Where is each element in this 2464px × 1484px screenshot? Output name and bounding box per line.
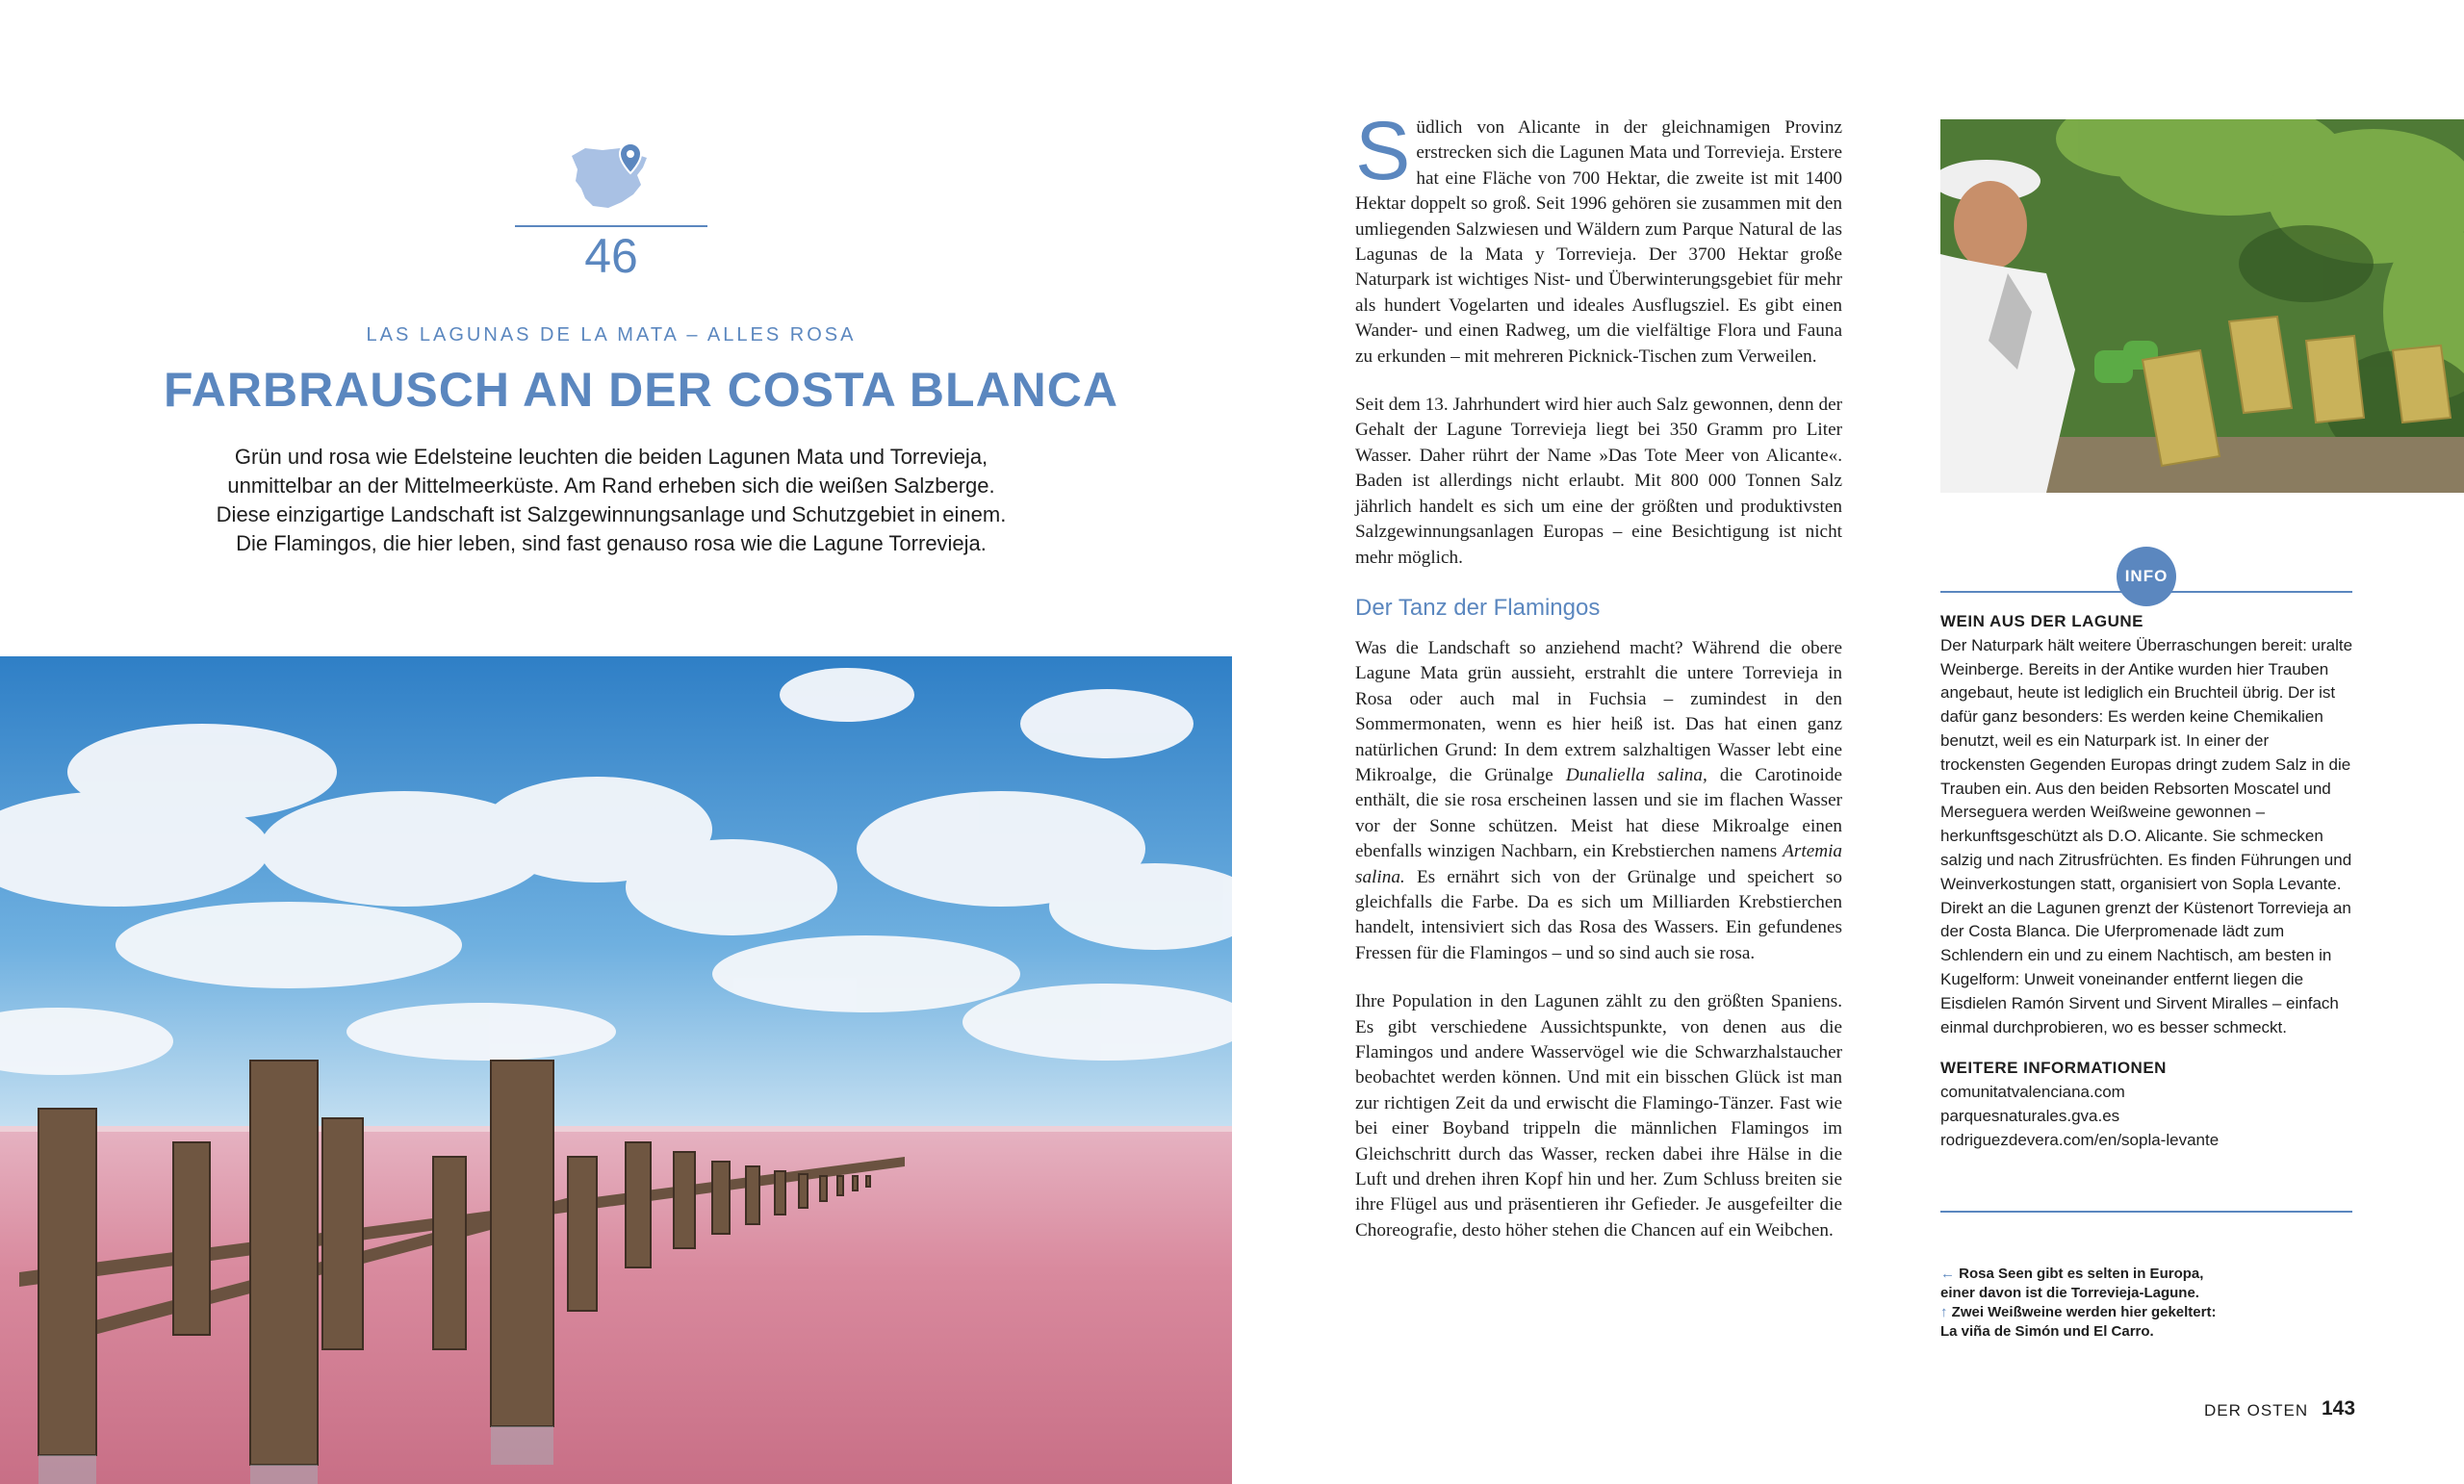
page-number: 143 — [2322, 1397, 2356, 1420]
info-badge: INFO — [2117, 547, 2176, 606]
paragraph-text: die Carotinoide enthält, die sie rosa erscheinen lassen und sie im flachen Wasser vor der Sonne schützen. Meist hat diese Mikroalge einen ebenfalls winzigen Nachbarn, ein Krebstierchen namens — [1355, 764, 1843, 862]
arrow-up-icon: ↑ — [1940, 1304, 1948, 1320]
species-name: Artemia salina. — [1355, 841, 1842, 887]
caption-line: einer davon ist die Torrevieja-Lagune. — [1940, 1285, 2199, 1301]
pink-lagoon-photo — [0, 656, 1232, 1484]
section-heading: Der Tanz der Flamingos — [1355, 594, 1601, 621]
info-box — [1940, 610, 2354, 1153]
photo-captions — [1940, 1265, 2354, 1342]
caption-text: Rosa Seen gibt es selten in Europa, — [1955, 1266, 2204, 1282]
intro-line: unmittelbar an der Mittelmeerküste. Am Rand erheben sich die weißen Salzberge. — [227, 473, 995, 498]
footer-section-title: DER OSTEN — [2204, 1401, 2309, 1420]
info-link[interactable]: parquesnaturales.gva.es — [1940, 1106, 2120, 1125]
info-text: Der Naturpark hält weitere Überraschungen bereit: uralte Weinberge. Bereits in der Antike wurden hier Trauben angebaut, heute ist lediglich ein Bruchteil übrig. Der ist dafür ganz besonders: Es werden keine Chemikalien benutzt, weil es ein Naturpark ist. In einer der trockensten Gegenden Europas dringt zudem Salz in die Trauben ein. Aus den beiden Rebsorten Moscatel und Merseguera werden Weißweine gewonnen – herkunftsgeschützt als D.O. Alicante. Sie schmecken salzig und nach Zitrusfrüchten. Es finden Führungen und Weinverkostungen statt, organisiert von Sopla Levante. Direkt an die Lagunen grenzt der Küstenort Torrevieja an der Costa Blanca. Die Uferpromenade lädt zum Schlendern ein und zu einem Nachtisch, am besten in Kugelform: Unweit voneinander entfernt liegen die Eisdielen Ramón Sirvent und Sirvent Miralles – einfach einmal durchprobieren, wo es besser schmeckt. — [1940, 635, 2353, 1036]
caption-line — [1940, 1303, 2354, 1322]
chapter-intro — [154, 443, 1068, 558]
vineyard-worker-photo — [1940, 119, 2464, 493]
paragraph-text: Was die Landschaft so anziehend macht? Während die obere Lagune Mata grün aussieht, erstrahlt die untere Torrevieja in Rosa oder auch mal in Fuchsia – zumindest in den Sommermonaten, wenn es hier heiß ist. Das hat einen ganz natürlichen Grund: In dem extrem salzhaltigen Wasser lebt eine Mikroalge, die Grünalge — [1355, 637, 1842, 785]
chapter-kicker: LAS LAGUNAS DE LA MATA – ALLES ROSA — [366, 324, 857, 345]
intro-line: Diese einzigartige Landschaft ist Salzgewinnungsanlage und Schutzgebiet in einem. — [216, 502, 1007, 526]
caption-text: Zwei Weißweine werden hier gekeltert: — [1947, 1304, 2217, 1320]
chapter-number: 46 — [584, 229, 638, 283]
links-heading: WEITERE INFORMATIONEN — [1940, 1059, 2167, 1078]
paragraph — [1355, 636, 1842, 966]
info-heading: WEIN AUS DER LAGUNE — [1940, 612, 2143, 630]
paragraph — [1355, 105, 1842, 370]
info-link[interactable]: comunitatvalenciana.com — [1940, 1083, 2125, 1102]
caption-line: La viña de Simón und El Carro. — [1940, 1323, 2154, 1340]
paragraph-text: Es ernährt sich von der Grünalge und speichert so gleichfalls die Farbe. Da es sich um Milliarden Krebstierchen handelt, intensiviert sich das Rosa des Wassers. Ein gefundenes Fressen für die Flamingos – und so sind auch sie rosa. — [1355, 866, 1842, 963]
paragraph: Ihre Population in den Lagunen zählt zu den größten Spaniens. Es gibt verschiedene Aussichtspunkte, von denen aus die Flamingos und andere Wasservögel wie die Schwarzhalstaucher beobachtet werden können. Und mit ein bisschen Glück ist man zur richtigen Zeit da und erwischt die Flamingo-Tänzer. Fast wie bei einer Boyband trippeln die männlichen Flamingos im Gleichschritt durch das Wasser, recken dabei ihre Hälse in die Luft und drehen ihren Kopf hin und her. Zum Schluss breiten sie ihre Flügel aus und präsentieren ihr Gefieder. Je ausgefeilter die Choreografie, desto höher stehen die Chancen auf ein Weibchen. — [1355, 991, 1842, 1241]
info-link[interactable]: rodriguezdevera.com/en/sopla-levante — [1940, 1130, 2220, 1149]
caption-line — [1940, 1265, 2354, 1284]
arrow-left-icon: ← — [1940, 1266, 1955, 1282]
paragraph-text: üdlich von Alicante in der gleichnamigen Provinz erstrecken sich die Lagunen Mata und Torrevieja. Erstere hat eine Fläche von 700 Hektar, die zweite ist mit 1400 Hektar doppelt so groß. Seit 1996 gehören sie zusammen mit den umliegenden Salzwiesen und Wäldern zum Parque Natural de las Lagunas de la Mata y Torrevieja. Der 3700 Hektar große Naturpark ist wichtiges Nist- und Überwinterungsgebiet für mehr als hundert Vogelarten und ideales Ausflugsziel. Es gibt einen Wander- und einen Radweg, um die vielfältige Flora und Fauna zu erkunden – mit mehreren Picknick-Tischen zum Verweilen. — [1355, 117, 1842, 367]
intro-line: Die Flamingos, die hier leben, sind fast genauso rosa wie die Lagune Torrevieja. — [236, 531, 987, 555]
species-name: Dunaliella salina, — [1565, 764, 1707, 785]
article-body — [1355, 105, 1843, 1267]
paragraph: Seit dem 13. Jahrhundert wird hier auch Salz gewonnen, denn der Gehalt der Lagune Torrevieja liegt bei 350 Gramm pro Liter Wasser. Daher rührt der Name »Das Tote Meer von Alicante«. Baden ist allerdings nicht erlaubt. Mit 800 000 Tonnen Salz jährlich handelt es sich um eine der größten und produktivsten Salzgewinnungsanlagen Europas – eine Besichtigung ist nicht mehr möglich. — [1355, 395, 1842, 568]
intro-line: Grün und rosa wie Edelsteine leuchten die beiden Lagunen Mata und Torrevieja, — [234, 445, 988, 469]
drop-cap: S — [1355, 105, 1411, 197]
chapter-headline: FARBRAUSCH AN DER COSTA BLANCA — [164, 363, 1119, 417]
info-rule-bottom — [1940, 1211, 2352, 1213]
spain-map-location-icon — [564, 135, 660, 221]
